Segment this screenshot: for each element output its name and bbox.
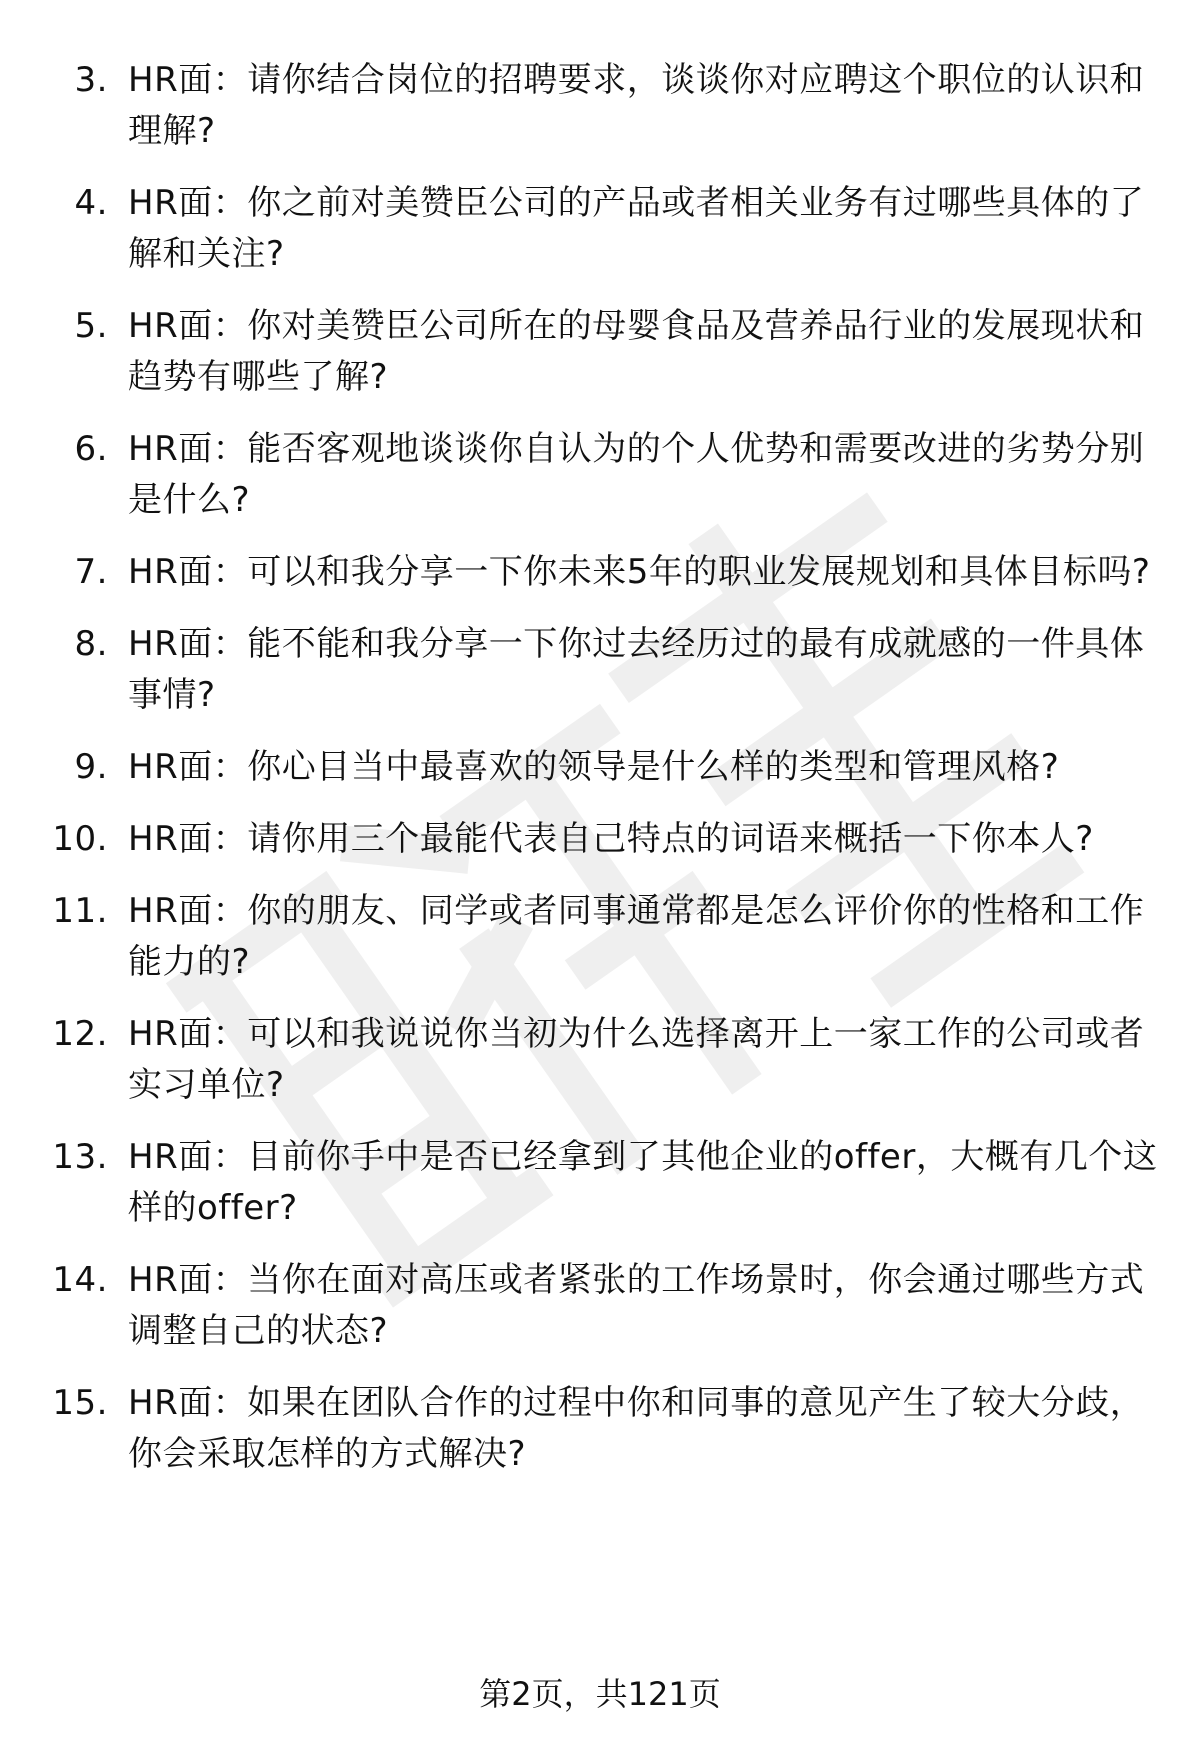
question-item: [0, 886, 1200, 988]
question-number: 6.: [74, 429, 108, 469]
interview-question-list: [0, 55, 1200, 1480]
question-number: 14.: [52, 1260, 108, 1300]
question-text: HR面：目前你手中是否已经拿到了其他企业的offer，大概有几个这样的offer?: [128, 1137, 1158, 1228]
question-number: 4.: [74, 183, 108, 223]
question-text: HR面：请你结合岗位的招聘要求，谈谈你对应聘这个职位的认识和理解?: [128, 60, 1145, 151]
question-text: HR面：可以和我说说你当初为什么选择离开上一家工作的公司或者实习单位?: [128, 1014, 1145, 1105]
question-item: [0, 301, 1200, 403]
question-text: HR面：你对美赞臣公司所在的母婴食品及营养品行业的发展现状和趋势有哪些了解?: [128, 306, 1145, 397]
question-item: [0, 814, 1200, 865]
question-number: 10.: [52, 819, 108, 859]
question-number: 7.: [74, 552, 108, 592]
question-number: 13.: [52, 1137, 108, 1177]
question-text: HR面：你的朋友、同学或者同事通常都是怎么评价你的性格和工作能力的?: [128, 891, 1145, 982]
question-item: [0, 619, 1200, 721]
question-number: 11.: [52, 891, 108, 931]
question-item: [0, 1378, 1200, 1480]
question-number: 5.: [74, 306, 108, 346]
question-item: [0, 424, 1200, 526]
question-item: [0, 742, 1200, 793]
question-number: 15.: [52, 1383, 108, 1423]
question-text: HR面：请你用三个最能代表自己特点的词语来概括一下你本人?: [128, 819, 1094, 859]
question-item: [0, 547, 1200, 598]
question-text: HR面：你之前对美赞臣公司的产品或者相关业务有过哪些具体的了解和关注?: [128, 183, 1145, 274]
question-text: HR面：能不能和我分享一下你过去经历过的最有成就感的一件具体事情?: [128, 624, 1145, 715]
question-item: [0, 178, 1200, 280]
question-text: HR面：当你在面对高压或者紧张的工作场景时，你会通过哪些方式调整自己的状态?: [128, 1260, 1145, 1351]
question-number: 12.: [52, 1014, 108, 1054]
question-text: HR面：能否客观地谈谈你自认为的个人优势和需要改进的劣势分别是什么?: [128, 429, 1145, 520]
question-item: [0, 1132, 1200, 1234]
question-text: HR面：如果在团队合作的过程中你和同事的意见产生了较大分歧，你会采取怎样的方式解决?: [128, 1383, 1145, 1474]
question-number: 9.: [74, 747, 108, 787]
question-number: 8.: [74, 624, 108, 664]
question-text: HR面：你心目当中最喜欢的领导是什么样的类型和管理风格?: [128, 747, 1060, 787]
question-item: [0, 1255, 1200, 1357]
question-number: 3.: [74, 60, 108, 100]
page-number-footer: 第2页，共121页: [479, 1675, 721, 1713]
question-text: HR面：可以和我分享一下你未来5年的职业发展规划和具体目标吗?: [128, 552, 1151, 592]
question-item: [0, 55, 1200, 157]
question-item: [0, 1009, 1200, 1111]
